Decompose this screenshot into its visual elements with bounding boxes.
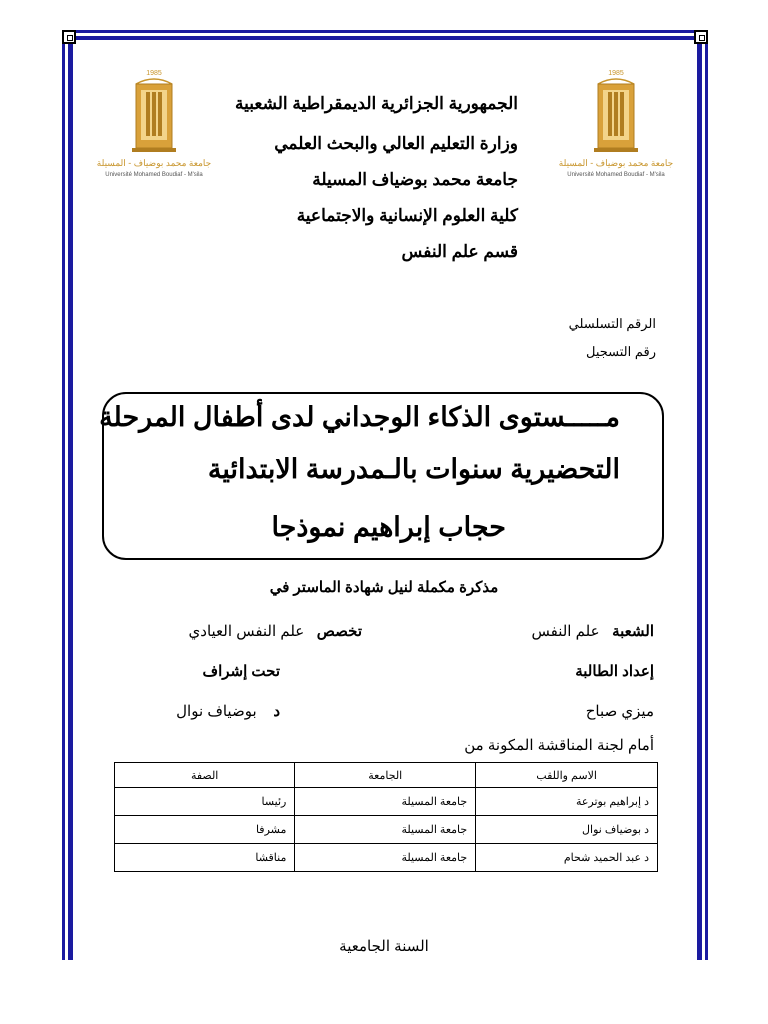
- branch-row: [532, 622, 655, 640]
- corner-ornament-top-right: [694, 30, 708, 44]
- faculty-name: كلية العلوم الإنسانية والاجتماعية: [296, 206, 518, 225]
- logo-name-arabic: جامعة محمد بوضياف - المسيلة: [96, 158, 212, 168]
- branch-value: علم النفس: [531, 623, 600, 640]
- thesis-title-line-1: مـــــستوى الذكاء الوجداني لدى أطفال المرحلة: [99, 402, 620, 432]
- registration-number-label: رقم التسجيل: [585, 344, 656, 359]
- member-university: جامعة المسيلة: [295, 844, 476, 872]
- thesis-title-line-3: حجاب إبراهيم نموذجا: [271, 512, 506, 542]
- member-university: جامعة المسيلة: [295, 816, 476, 844]
- member-name: د عبد الحميد شحام: [476, 844, 658, 872]
- corner-ornament-top-left: [62, 30, 76, 44]
- specialization-label: تخصص: [316, 623, 362, 640]
- column-header-role: الصفة: [115, 763, 295, 788]
- thesis-title-line-2: التحضيرية سنوات بالـمدرسة الابتدائية: [207, 454, 620, 484]
- republic-name: الجمهورية الجزائرية الديمقراطية الشعبية: [235, 94, 518, 113]
- supervisor-title: د: [273, 703, 280, 720]
- logo-year: 1985: [146, 70, 162, 77]
- committee-table: [114, 762, 658, 872]
- column-header-name: الاسم واللقب: [476, 763, 658, 788]
- branch-label: الشعبة: [612, 623, 654, 640]
- student-name: ميزي صباح: [585, 703, 654, 720]
- member-role: رئيسا: [115, 788, 295, 816]
- supervisor-name: بوضياف نوال: [176, 703, 257, 720]
- academic-year-label: السنة الجامعية: [339, 938, 429, 955]
- logo-tower-icon: [546, 70, 686, 160]
- university-name: جامعة محمد بوضياف المسيلة: [312, 170, 518, 189]
- member-role: مناقشا: [115, 844, 295, 872]
- ministry-name: وزارة التعليم العالي والبحث العلمي: [274, 134, 518, 153]
- table-row: [115, 816, 658, 844]
- table-row: [115, 788, 658, 816]
- member-role: مشرفا: [115, 816, 295, 844]
- specialization-value: علم النفس العيادي: [188, 623, 305, 640]
- column-header-university: الجامعة: [295, 763, 476, 788]
- table-row: [115, 844, 658, 872]
- logo-tower-icon: [84, 70, 224, 160]
- university-logo-right: [546, 70, 686, 188]
- specialization-row: [189, 622, 362, 640]
- university-logo-left: [84, 70, 224, 188]
- table-header-row: [115, 763, 658, 788]
- logo-year: 1985: [608, 70, 624, 77]
- logo-name-arabic: جامعة محمد بوضياف - المسيلة: [558, 158, 674, 168]
- supervisor-row: [176, 702, 280, 720]
- student-label: إعداد الطالبة: [575, 663, 654, 680]
- serial-number-label: الرقم التسلسلي: [568, 316, 656, 331]
- member-name: د بوضياف نوال: [476, 816, 658, 844]
- memo-subtitle: مذكرة مكملة لنيل شهادة الماستر في: [269, 579, 499, 596]
- member-university: جامعة المسيلة: [295, 788, 476, 816]
- committee-intro: أمام لجنة المناقشة المكونة من: [464, 737, 654, 754]
- department-name: قسم علم النفس: [401, 242, 518, 261]
- logo-name-french: Université Mohamed Boudiaf - M'sila: [567, 172, 665, 178]
- member-name: د إبراهيم بوترعة: [476, 788, 658, 816]
- logo-name-french: Université Mohamed Boudiaf - M'sila: [105, 172, 203, 178]
- supervision-label: تحت إشراف: [202, 663, 280, 680]
